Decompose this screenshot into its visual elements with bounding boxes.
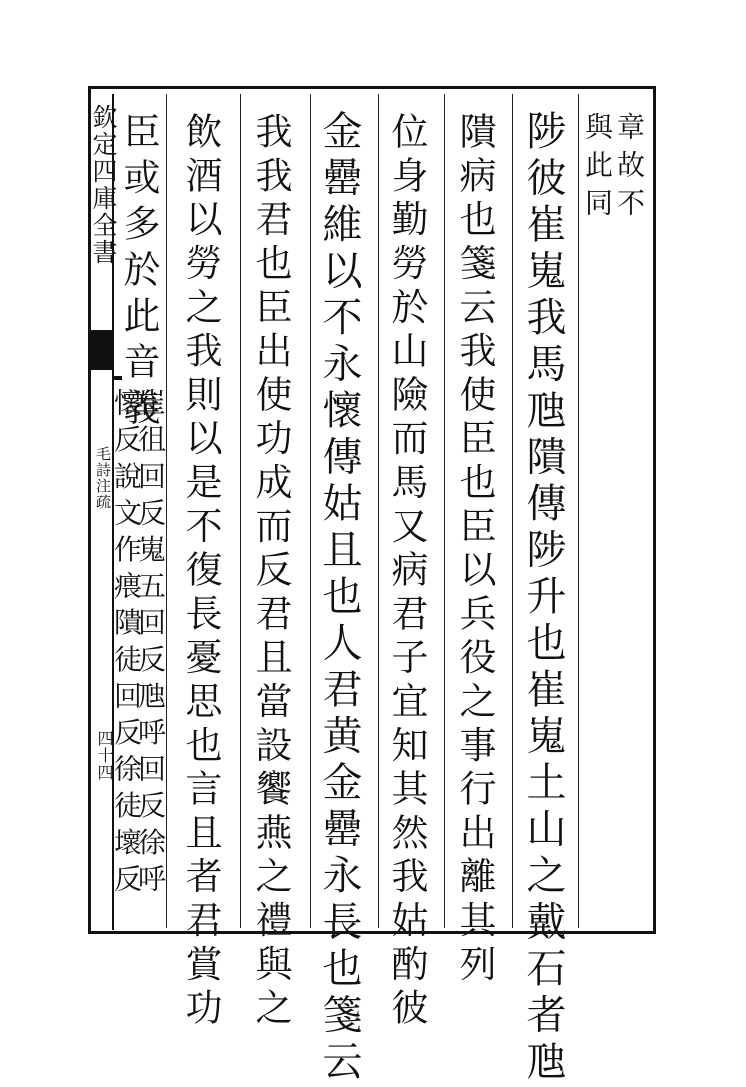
- text-column-1a: 章故不: [613, 112, 646, 226]
- annotation-line-1: 崔徂回反嵬五回反虺呼回反徐呼: [134, 388, 167, 901]
- text-column-5: 金罍維以不永懷傳姑且也人君黄金罍永長也箋云: [316, 110, 362, 1087]
- text-column-1b: 與此同: [581, 112, 614, 226]
- text-column-7: 飲酒以勞之我則以是不復長憂思也言且者君賞功: [179, 112, 222, 1032]
- text-column-6: 我我君也臣出使功成而反君且當設饗燕之禮與之: [249, 112, 292, 1032]
- column-rule: [444, 94, 445, 928]
- text-column-2: 陟彼崔嵬我馬虺隤傳陟升也崔嵬土山之戴石者虺: [520, 110, 566, 1087]
- folio-number: 四十四: [95, 730, 114, 781]
- column-rule: [378, 94, 379, 928]
- book-title: 欽定四庫全書: [89, 104, 118, 266]
- section-title: 毛詩注疏: [94, 446, 112, 510]
- column-rule: [512, 94, 513, 928]
- text-column-8: 臣或多於此音義: [117, 112, 160, 434]
- column-rule: [240, 94, 241, 928]
- column-rule: [578, 94, 579, 928]
- text-column-4: 位身勤勞於山險而馬又病君子宜知其然我姑酌彼: [385, 112, 428, 1032]
- fish-tail-mark: [91, 330, 113, 370]
- annotation-line-2: 懷反說文作㾯隤徒回反徐徒壞反: [110, 388, 143, 901]
- text-column-3: 隤病也箋云我使臣也臣以兵役之事行出離其列: [453, 112, 496, 988]
- column-rule: [310, 94, 311, 928]
